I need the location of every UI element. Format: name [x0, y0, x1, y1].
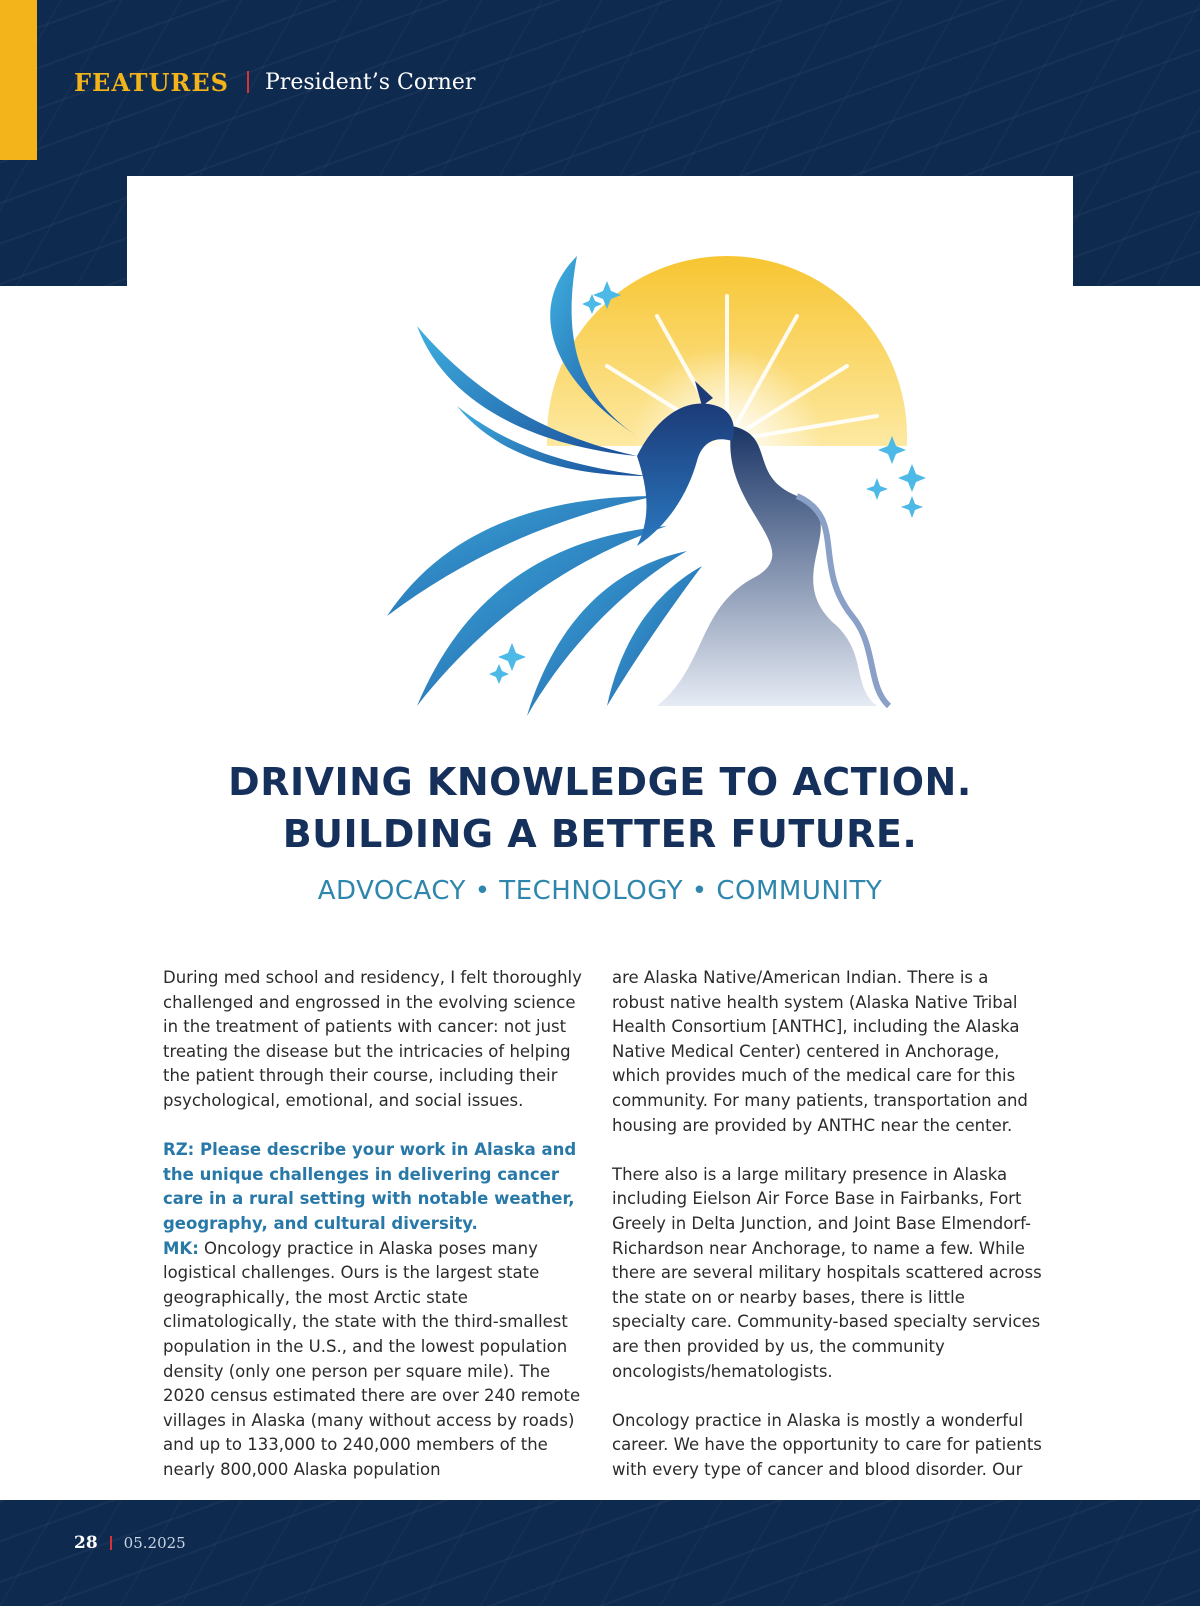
interview-question: RZ: Please describe your work in Alaska and the unique challenges in delivering cancer care in a rural setting with notable weather, geography, and cultural diversity.	[163, 1140, 577, 1233]
paragraph-gap	[612, 1384, 1042, 1409]
tagline-pillars: ADVOCACY • TECHNOLOGY • COMMUNITY	[317, 876, 883, 906]
page-footer	[74, 1533, 186, 1553]
section-divider	[247, 71, 249, 93]
article-left-column	[163, 966, 593, 1482]
article-paragraph: are Alaska Native/American Indian. There is a robust native health system (Alaska Native Tribal Health Consortium [ANTHC], including the Alaska Native Medical Center) centered in Anchorage, which provides much of the medical care for this community. For many patients, transportation and housing are provided by ANTHC near the center.	[612, 968, 1028, 1135]
section-label: FEATURES	[74, 67, 229, 97]
tagline-line-2: BUILDING A BETTER FUTURE.	[282, 812, 918, 856]
paragraph-gap	[612, 1138, 1042, 1163]
article-paragraph: During med school and residency, I felt thoroughly challenged and engrossed in the evolving science in the treatment of patients with cancer: not just treating the disease but the intricacies of helping the patient through their course, including their psychological, emotional, and social issues.	[163, 968, 582, 1110]
phoenix-road-logo-icon	[277, 246, 957, 746]
interview-answer	[163, 1237, 593, 1483]
article-right-column	[612, 966, 1042, 1482]
header-accent-bar	[0, 0, 37, 160]
section-title: President’s Corner	[265, 69, 476, 95]
section-header	[74, 62, 475, 102]
footer-divider	[110, 1536, 112, 1550]
article-paragraph: Oncology practice in Alaska is mostly a wonderful career. We have the opportunity to care for patients with every type of cancer and blood disorder. Our	[612, 1410, 1042, 1479]
footer-band	[0, 1500, 1200, 1606]
tagline-line-1: DRIVING KNOWLEDGE TO ACTION.	[228, 760, 972, 804]
article-paragraph: There also is a large military presence in Alaska including Eielson Air Force Base in Fairbanks, Fort Greely in Delta Junction, and Joint Base Elmendorf-Richardson near Anchorage, to name a few. While there are several military hospitals scattered across the state on or nearby bases, there is little specialty care. Community-based specialty services are then provided by us, the community oncologists/hematologists.	[612, 1164, 1042, 1381]
page-number: 28	[74, 1533, 98, 1553]
answer-text: Oncology practice in Alaska poses many logistical challenges. Ours is the largest state geographically, the most Arctic state climatologically, the state with the third-smallest population in the U.S., and the lowest population density (only one person per square mile). The 2020 census estimated there are over 240 remote villages in Alaska (many without access by roads) and up to 133,000 to 240,000 members of the nearly 800,000 Alaska population	[163, 1238, 581, 1479]
issue-date: 05.2025	[123, 1534, 186, 1552]
logo-panel	[127, 176, 1073, 936]
paragraph-gap	[163, 1114, 593, 1139]
answer-speaker: MK:	[163, 1238, 199, 1258]
